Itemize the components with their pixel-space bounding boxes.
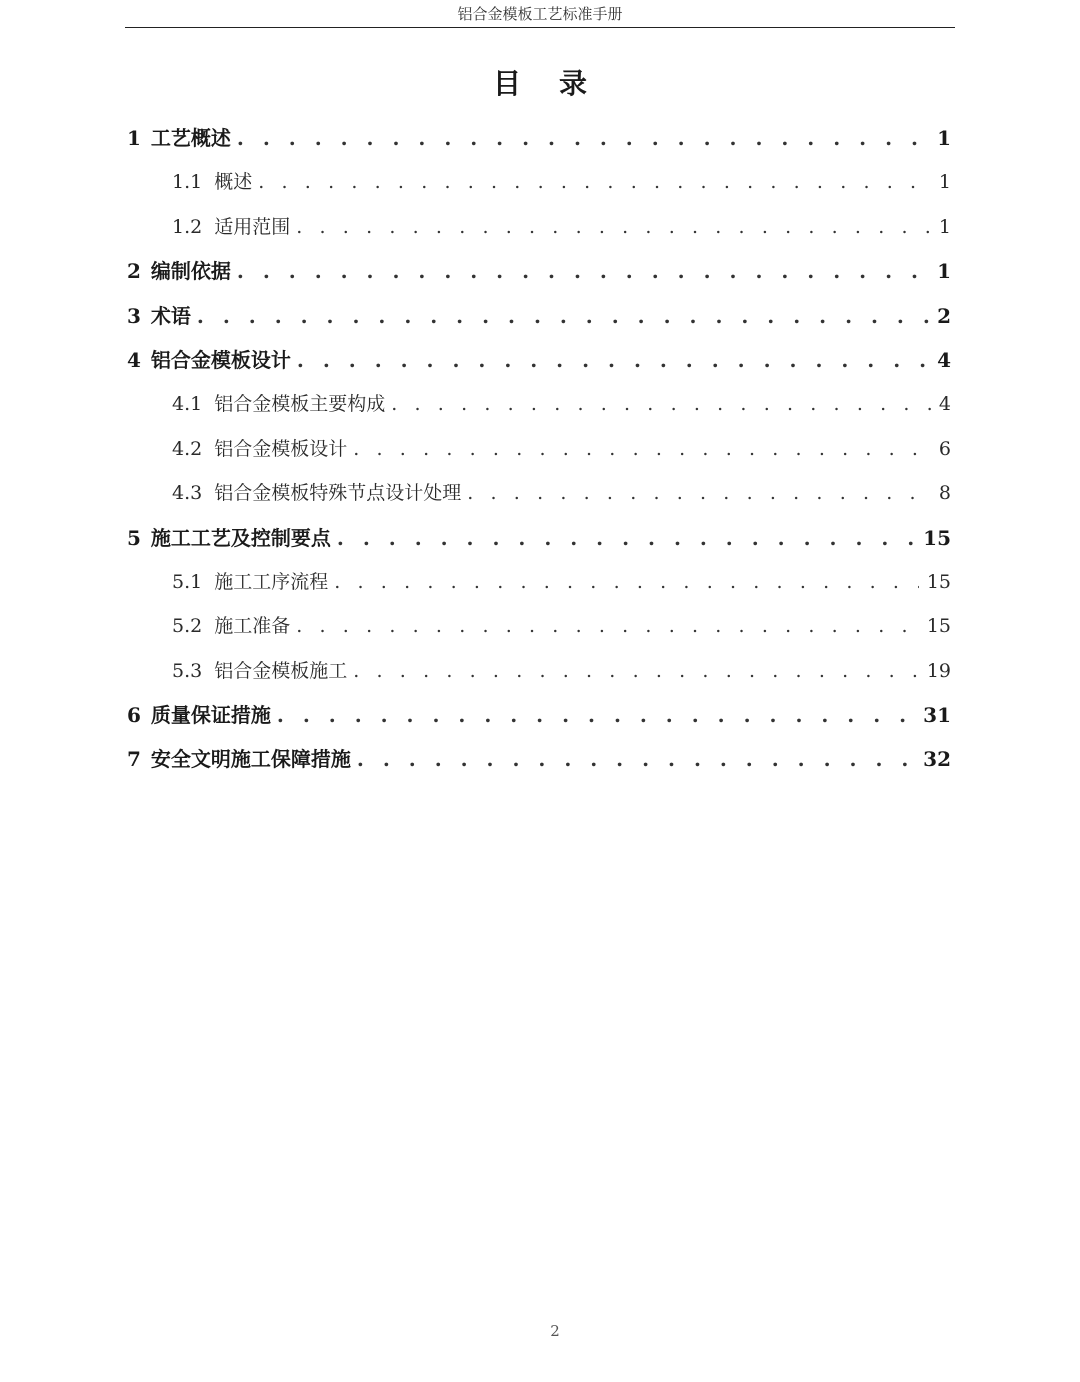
toc-entry-page: 1 xyxy=(938,215,951,238)
running-header: 铝合金模板工艺标准手册 xyxy=(457,5,623,23)
toc-dot-leader xyxy=(237,249,929,293)
toc-entry-page: 1 xyxy=(938,171,951,194)
toc-entry-page: 15 xyxy=(926,570,951,593)
toc-dot-leader xyxy=(296,604,919,648)
toc-chapter-entry[interactable] xyxy=(127,693,951,737)
toc-section-entry[interactable] xyxy=(127,160,951,204)
toc-entry-title: 施工工序流程 xyxy=(214,570,329,593)
toc-entry-title: 编制依据 xyxy=(150,259,231,284)
toc-entry-title: 铝合金模板设计 xyxy=(150,347,291,372)
toc-section-entry[interactable] xyxy=(127,560,951,604)
toc-entry-number: 4.1 xyxy=(172,393,203,416)
toc-entry-title: 施工工艺及控制要点 xyxy=(150,525,331,550)
toc-dot-leader xyxy=(258,160,931,204)
toc-entry-page: 8 xyxy=(938,482,951,505)
toc-entry-number: 1.2 xyxy=(172,215,203,238)
toc-entry-title: 工艺概述 xyxy=(150,126,231,150)
toc-chapter-entry[interactable] xyxy=(127,294,951,338)
toc-chapter-entry[interactable] xyxy=(127,516,951,560)
toc-chapter-entry[interactable] xyxy=(127,116,951,160)
toc-entry-title: 质量保证措施 xyxy=(150,703,271,728)
toc-dot-leader xyxy=(297,338,929,382)
toc-dot-leader xyxy=(334,560,919,604)
toc-entry-number: 1.1 xyxy=(172,171,203,194)
toc-dot-leader xyxy=(391,382,931,426)
toc-entry-number: 5.2 xyxy=(172,615,203,638)
toc-entry-title: 铝合金模板主要构成 xyxy=(214,393,386,416)
toc-section-entry[interactable] xyxy=(127,382,951,426)
toc-dot-leader xyxy=(353,649,919,693)
toc-entry-number: 3 xyxy=(127,303,141,328)
toc-entry-title: 施工准备 xyxy=(214,615,291,638)
toc-entry-number: 4.3 xyxy=(172,482,203,505)
toc-entry-number: 4.2 xyxy=(172,437,203,460)
toc-entry-title: 安全文明施工保障措施 xyxy=(150,747,351,772)
toc-entry-page: 1 xyxy=(937,259,951,284)
toc-entry-page: 19 xyxy=(926,659,951,682)
toc-entry-page: 15 xyxy=(926,615,951,638)
toc-entry-number: 7 xyxy=(127,747,141,772)
toc-title: 目录 xyxy=(492,67,625,100)
toc-entry-page: 1 xyxy=(937,126,951,150)
toc-entry-page: 31 xyxy=(923,703,951,728)
toc-entry-page: 2 xyxy=(937,303,951,328)
toc-entry-title: 铝合金模板施工 xyxy=(214,659,348,682)
page-number: 2 xyxy=(550,1322,560,1340)
toc-entry-number: 5 xyxy=(127,525,141,550)
toc-section-entry[interactable] xyxy=(127,649,951,693)
toc-section-entry[interactable] xyxy=(127,471,951,515)
toc-entry-number: 5.3 xyxy=(172,659,203,682)
table-of-contents xyxy=(127,116,951,782)
toc-dot-leader xyxy=(467,471,931,515)
toc-entry-title: 适用范围 xyxy=(214,215,291,238)
toc-entry-page: 4 xyxy=(937,347,951,372)
toc-section-entry[interactable] xyxy=(127,604,951,648)
toc-entry-number: 4 xyxy=(127,347,141,372)
toc-entry-title: 术语 xyxy=(150,303,191,328)
toc-dot-leader xyxy=(197,294,929,338)
toc-section-entry[interactable] xyxy=(127,205,951,249)
toc-dot-leader xyxy=(237,116,929,160)
toc-entry-title: 铝合金模板设计 xyxy=(214,437,348,460)
toc-entry-title: 铝合金模板特殊节点设计处理 xyxy=(214,482,462,505)
toc-chapter-entry[interactable] xyxy=(127,338,951,382)
toc-entry-number: 6 xyxy=(127,703,141,728)
toc-entry-title: 概述 xyxy=(214,171,253,194)
toc-chapter-entry[interactable] xyxy=(127,737,951,781)
toc-dot-leader xyxy=(296,205,931,249)
toc-dot-leader xyxy=(337,516,915,560)
toc-dot-leader xyxy=(353,427,931,471)
toc-entry-page: 32 xyxy=(923,747,951,772)
toc-entry-page: 15 xyxy=(923,525,951,550)
toc-entry-page: 6 xyxy=(938,437,951,460)
toc-chapter-entry[interactable] xyxy=(127,249,951,293)
toc-entry-number: 1 xyxy=(127,126,141,150)
toc-dot-leader xyxy=(357,737,915,781)
toc-entry-number: 5.1 xyxy=(172,570,203,593)
toc-section-entry[interactable] xyxy=(127,427,951,471)
toc-entry-page: 4 xyxy=(938,393,951,416)
toc-entry-number: 2 xyxy=(127,259,141,284)
toc-dot-leader xyxy=(277,693,915,737)
header-divider xyxy=(125,27,955,28)
